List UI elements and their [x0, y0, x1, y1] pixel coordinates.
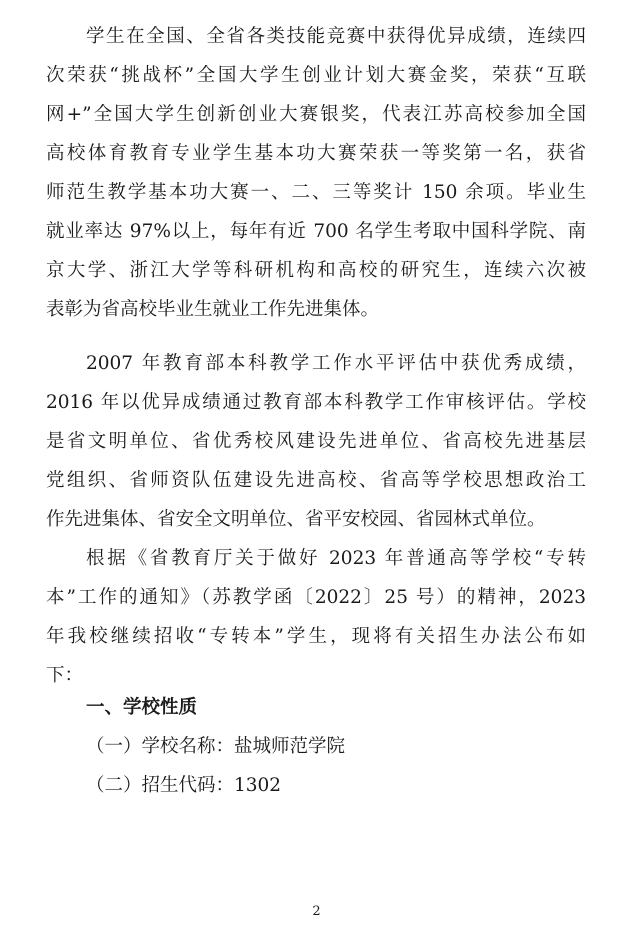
paragraph-line: 下：: [46, 665, 84, 686]
paragraph-line: 次荣获“挑战杯”全国大学生创业计划大赛金奖，荣获“互联: [46, 65, 586, 86]
paragraph-line: 学生在全国、全省各类技能竞赛中获得优异成绩，连续四: [86, 26, 586, 47]
paragraph-line: 作先进集体、省安全文明单位、省平安校园、省园林式单位。: [46, 509, 546, 530]
paragraph-line: 师范生教学基本功大赛一、二、三等奖计 150 余项。毕业生: [46, 182, 586, 203]
paragraph-line: 党组织、省师资队伍建设先进高校、省高等学校思想政治工: [46, 470, 586, 491]
paragraph-line: 表彰为省高校毕业生就业工作先进集体。: [46, 299, 380, 320]
paragraph-line: 根据《省教育厅关于做好 2023 年普通高等学校“专转: [86, 548, 586, 569]
paragraph-line: 高校体育教育专业学生基本功大赛荣获一等奖第一名，获省: [46, 143, 586, 164]
page-number: 2: [312, 904, 321, 919]
paragraph-line: 就业率达 97%以上，每年有近 700 名学生考取中国科学院、南: [46, 221, 586, 242]
paragraph-line: 是省文明单位、省优秀校风建设先进单位、省高校先进基层: [46, 431, 586, 452]
section-heading: 一、学校性质: [86, 697, 198, 718]
paragraph-line: 2016 年以优异成绩通过教育部本科教学工作审核评估。学校: [46, 392, 586, 413]
paragraph-line: 京大学、浙江大学等科研机构和高校的研究生，连续六次被: [46, 260, 586, 281]
paragraph-line: 网+”全国大学生创新创业大赛银奖，代表江苏高校参加全国: [46, 104, 586, 125]
paragraph-line: 本”工作的通知》（苏教学函〔2022〕25 号）的精神，2023: [46, 587, 586, 608]
paragraph-line: 年我校继续招收“专转本”学生，现将有关招生办法公布如: [46, 626, 586, 647]
paragraph-line: 2007 年教育部本科教学工作水平评估中获优秀成绩，: [86, 353, 586, 374]
enrollment-code-item: （二）招生代码：1302: [86, 775, 282, 796]
school-name-item: （一）学校名称：盐城师范学院: [86, 736, 346, 757]
